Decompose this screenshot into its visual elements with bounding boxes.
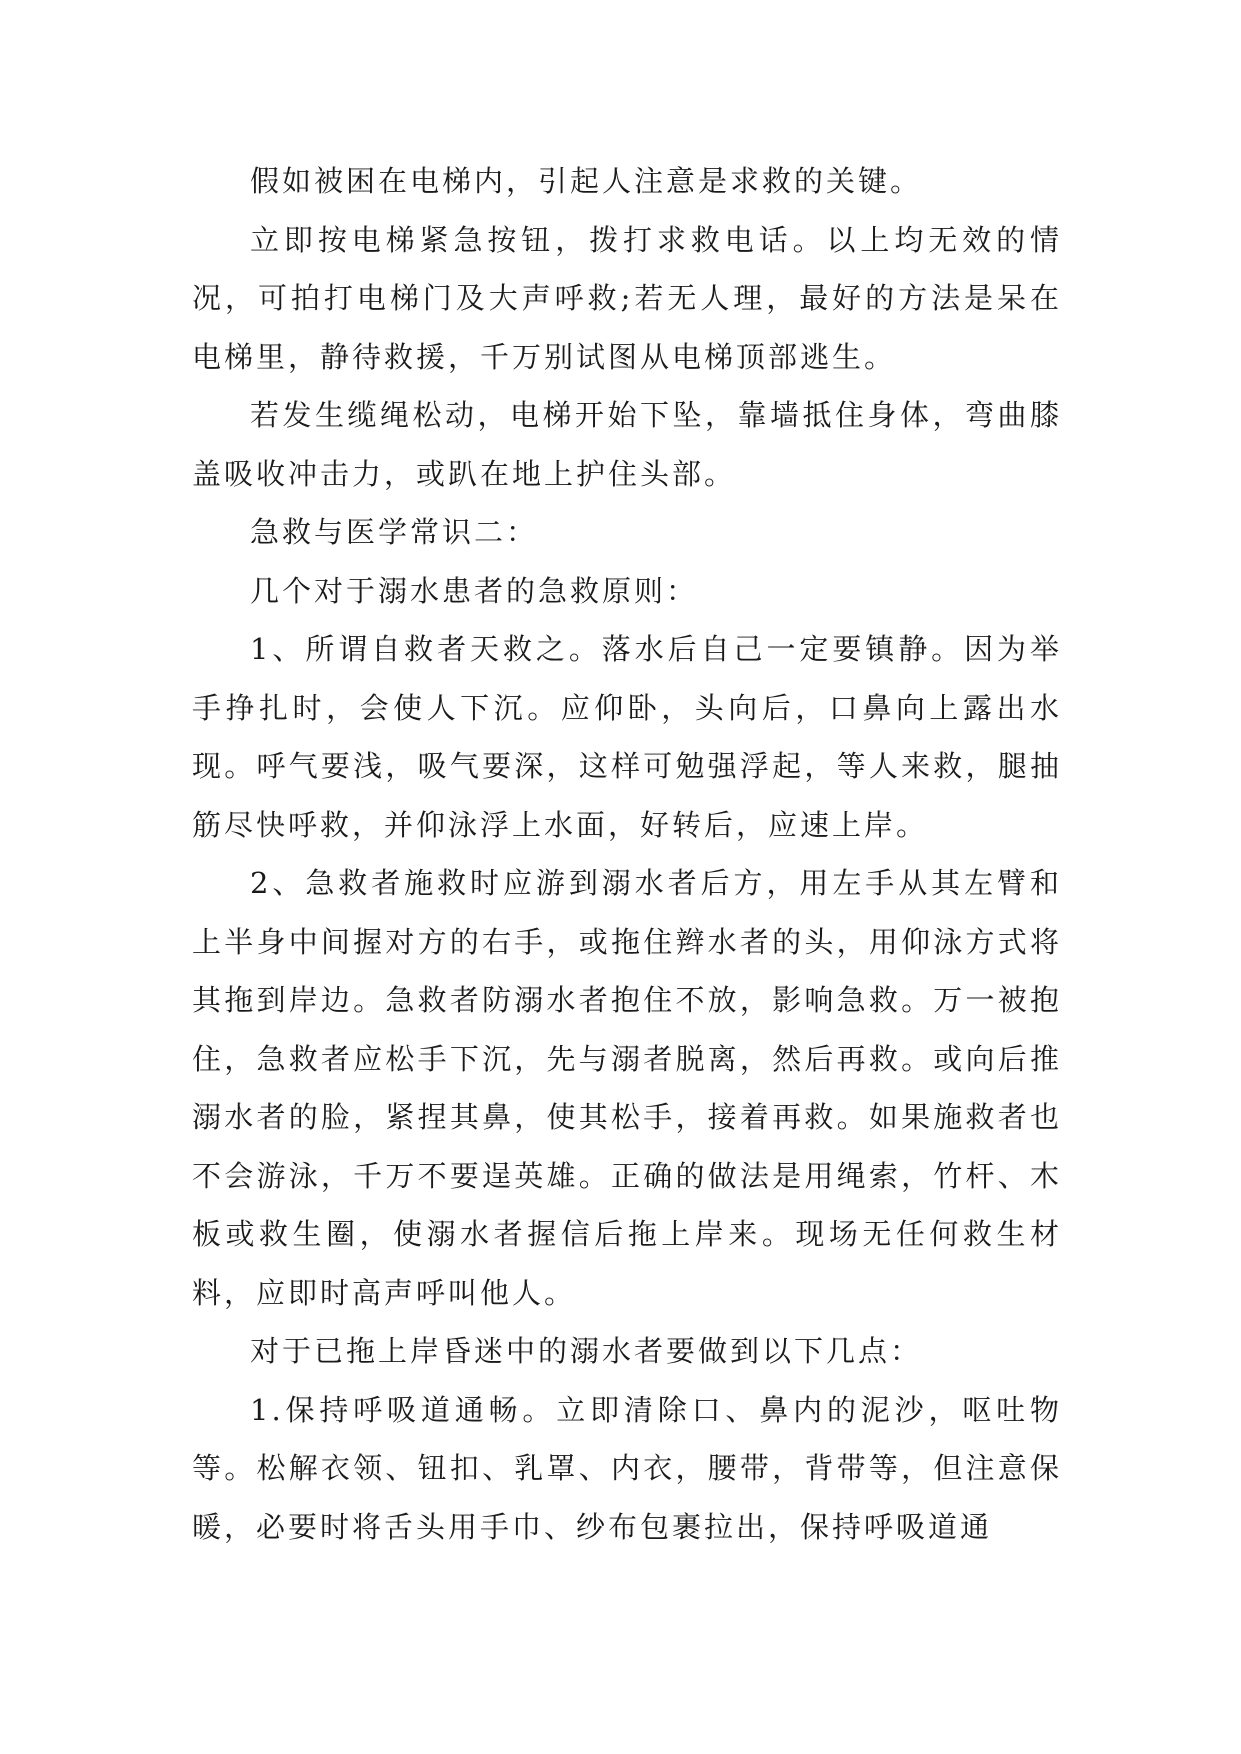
document-body [192, 152, 1062, 1556]
paragraph-elevator-falling: 若发生缆绳松动，电梯开始下坠，靠墙抵住身体，弯曲膝盖吸收冲击力，或趴在地上护住头部。 [192, 398, 1062, 491]
paragraph-drowning-principles: 几个对于溺水患者的急救原则： [250, 573, 699, 608]
section-heading-first-aid-two: 急救与医学常识二： [250, 515, 539, 549]
paragraph-rescuer-technique: 2、急救者施救时应游到溺水者后方，用左手从其左臂和上半身中间握对方的右手，或拖住辫水者的头，用仰泳方式将其拖到岸边。急救者防溺水者抱住不放，影响急救。万一被抱住，急救者应松手下沉，先与溺者脱离，然后再救。或向后推溺水者的脸，紧捏其鼻，使其松手，接着再救。如果施救者也不会游泳，千万不要逞英雄。正确的做法是用绳索，竹杆、木板或救生圈，使溺水者握信后拖上岸来。现场无任何救生材料，应即时高声呼叫他人。 [192, 866, 1062, 1310]
paragraph-elevator-emergency: 立即按电梯紧急按钮，拨打求救电话。以上均无效的情况，可拍打电梯门及大声呼救;若无人理，最好的方法是呆在电梯里，静待救援，千万别试图从电梯顶部逃生。 [192, 222, 1062, 374]
paragraph-unconscious-victim: 对于已拖上岸昏迷中的溺水者要做到以下几点： [250, 1334, 923, 1368]
paragraph-self-rescue: 1、所谓自救者天救之。落水后自己一定要镇静。因为举手挣扎时，会使人下沉。应仰卧，头向后，口鼻向上露出水现。呼气要浅，吸气要深，这样可勉强浮起，等人来救，腿抽筋尽快呼救，并仰泳浮上水面，好转后，应速上岸。 [192, 632, 1062, 842]
paragraph-airway: 1.保持呼吸道通畅。立即清除口、鼻内的泥沙，呕吐物等。松解衣领、钮扣、乳罩、内衣，腰带，背带等，但注意保暖，必要时将舌头用手巾、纱布包裹拉出，保持呼吸道通 [192, 1392, 1062, 1544]
paragraph-elevator-trapped: 假如被困在电梯内，引起人注意是求救的关键。 [250, 164, 923, 198]
